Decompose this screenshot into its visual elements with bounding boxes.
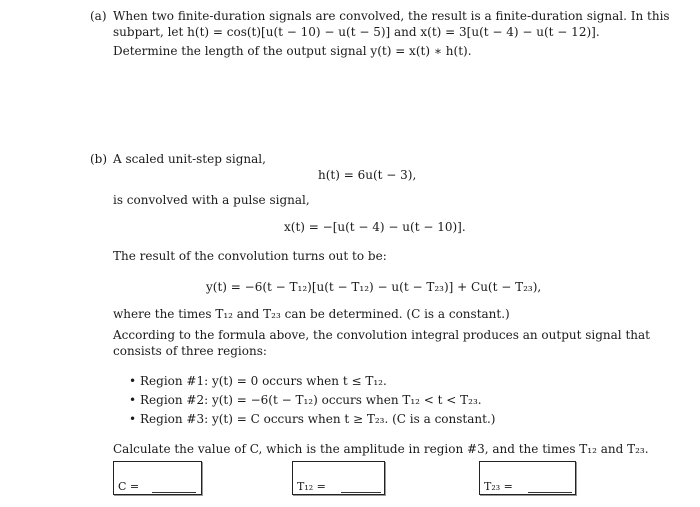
- answer-label-t23: T₂₃ =: [484, 480, 513, 493]
- formula-text-line1: According to the formula above, the convolution integral produces an output signal that: [113, 328, 650, 342]
- x-equation: x(t) = −[u(t − 4) − u(t − 10)].: [284, 220, 466, 234]
- bullet-icon: •: [129, 412, 137, 426]
- part-a-text-line3: Determine the length of the output signal y(t) = x(t) ∗ h(t).: [113, 44, 472, 58]
- answer-input-t23[interactable]: [528, 492, 572, 493]
- y-equation: y(t) = −6(t − T₁₂)[u(t − T₁₂) − u(t − T₂₃)] + Cu(t − T₂₃),: [206, 280, 542, 294]
- calculate-text: Calculate the value of C, which is the amplitude in region #3, and the times T₁₂ and T₂₃.: [113, 442, 649, 456]
- answer-input-t12[interactable]: [341, 492, 381, 493]
- where-text: where the times T₁₂ and T₂₃ can be determined. (C is a constant.): [113, 307, 510, 321]
- part-b-intro: A scaled unit-step signal,: [113, 152, 266, 166]
- part-a-text-line2: subpart, let h(t) = cos(t)[u(t − 10) − u(t − 5)] and x(t) = 3[u(t − 4) − u(t − 12)].: [113, 25, 600, 39]
- answer-label-t12: T₁₂ =: [297, 480, 326, 493]
- part-a-text-line1: When two finite-duration signals are convolved, the result is a finite-duration signal. In this: [113, 9, 670, 23]
- part-a-label: (a): [90, 9, 107, 23]
- answer-box-t23[interactable]: [479, 461, 576, 495]
- bullet-icon: •: [129, 374, 137, 388]
- answer-label-c: C =: [118, 480, 140, 493]
- region-item: [129, 374, 387, 390]
- region-text: Region #2: y(t) = −6(t − T₁₂) occurs when T₁₂ < t < T₂₃.: [140, 393, 482, 407]
- result-text: The result of the convolution turns out to be:: [113, 249, 387, 263]
- answer-input-c[interactable]: [152, 492, 196, 493]
- region-item: [129, 412, 496, 428]
- answer-box-t12[interactable]: [292, 461, 385, 495]
- region-text: Region #3: y(t) = C occurs when t ≥ T₂₃. (C is a constant.): [140, 412, 496, 426]
- answer-box-c[interactable]: [113, 461, 202, 495]
- convolved-text: is convolved with a pulse signal,: [113, 193, 310, 207]
- formula-text-line2: consists of three regions:: [113, 344, 267, 358]
- h-equation: h(t) = 6u(t − 3),: [318, 168, 417, 182]
- part-b-label: (b): [90, 152, 108, 166]
- region-item: [129, 393, 482, 409]
- region-text: Region #1: y(t) = 0 occurs when t ≤ T₁₂.: [140, 374, 387, 388]
- bullet-icon: •: [129, 393, 137, 407]
